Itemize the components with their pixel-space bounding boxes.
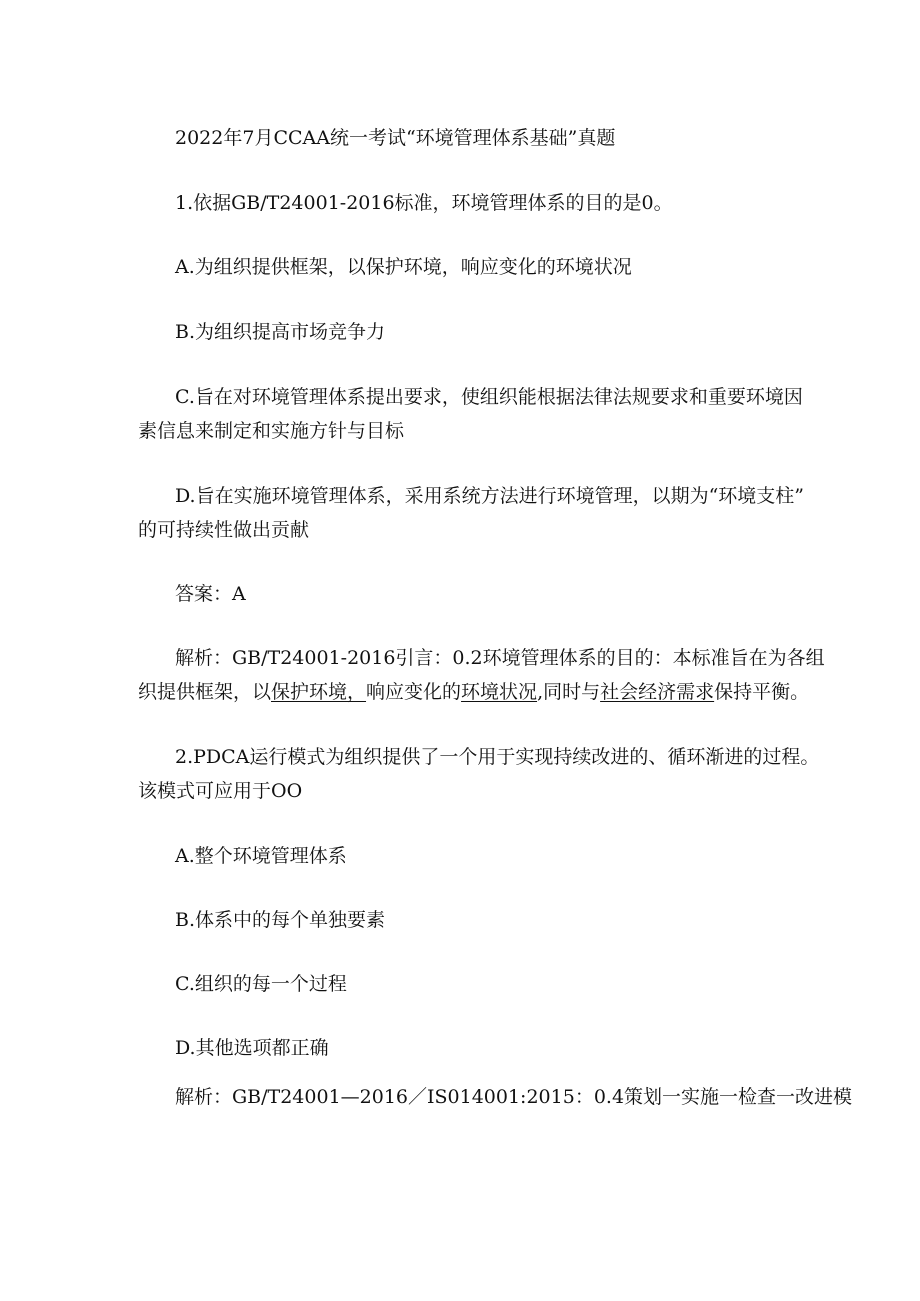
question-1-option-c-line-2: 素信息来制定和实施方针与目标 [138, 420, 405, 442]
question-1-analysis-line-1: 解析：GB/T24001-2016引言：0.2环境管理体系的目的：本标准旨在为各组 [175, 647, 825, 669]
question-2-option-c: C.组织的每一个过程 [175, 973, 347, 995]
underlined-term-socio-economic-needs: 社会经济需求 [600, 681, 715, 703]
question-1-analysis-line-2 [138, 675, 810, 709]
underlined-term-environmental-conditions: 环境状况 [461, 681, 538, 703]
question-2-option-b: B.体系中的每个单独要素 [175, 909, 386, 931]
analysis-text: ,同时与 [537, 681, 601, 703]
analysis-text: 织提供框架，以 [138, 681, 272, 703]
question-1-answer: 答案：A [175, 583, 246, 605]
analysis-text: 保持平衡。 [714, 681, 810, 703]
question-1-option-d-line-1: D.旨在实施环境管理体系，采用系统方法进行环境管理，以期为“环境支柱” [175, 485, 805, 507]
question-2-stem-line-1: 2.PDCA运行模式为组织提供了一个用于实现持续改进的、循环渐进的过程。 [175, 746, 820, 768]
question-2-option-a: A.整个环境管理体系 [175, 845, 347, 867]
underlined-term-protect-environment: 保护环境， [271, 681, 367, 703]
document-title: 2022年7月CCAA统一考试“环境管理体系基础”真题 [175, 127, 616, 149]
question-1-option-b: B.为组织提高市场竞争力 [175, 321, 386, 343]
question-1-option-c-line-1: C.旨在对环境管理体系提出要求，使组织能根据法律法规要求和重要环境因 [175, 386, 803, 408]
question-1-option-d-line-2: 的可持续性做出贡献 [138, 519, 310, 541]
question-2-option-d: D.其他选项都正确 [175, 1037, 329, 1059]
question-1-stem: 1.依据GB/T24001-2016标准，环境管理体系的目的是0。 [175, 192, 673, 214]
question-2-stem-line-2: 该模式可应用于OO [138, 780, 303, 802]
question-2-analysis-line-1: 解析：GB/T24001—2016／IS014001:2015：0.4策划一实施一检查一改进模 [175, 1086, 853, 1108]
question-1-option-a: A.为组织提供框架，以保护环境，响应变化的环境状况 [175, 256, 632, 278]
analysis-text: 响应变化的 [366, 681, 462, 703]
